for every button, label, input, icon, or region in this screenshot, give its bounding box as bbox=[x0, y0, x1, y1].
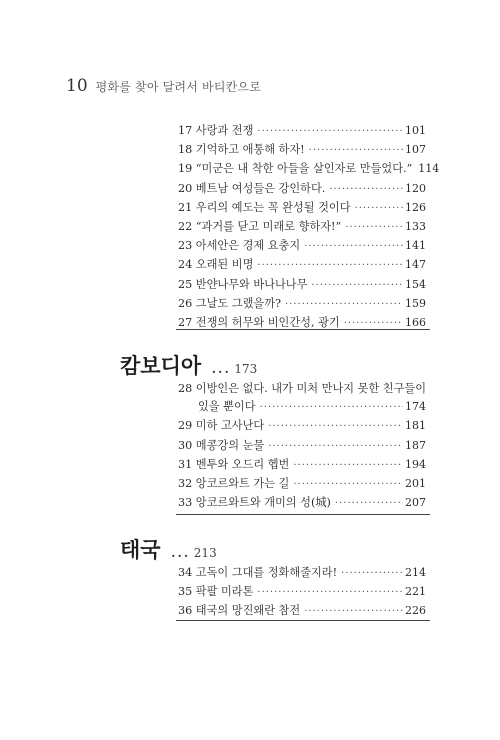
toc-entry-page: 126 bbox=[405, 200, 426, 214]
toc-entry-label: 24 오래된 비명 bbox=[178, 258, 254, 272]
toc-entry-page: 120 bbox=[405, 181, 426, 195]
toc-entry[interactable] bbox=[178, 218, 426, 237]
toc-entry[interactable] bbox=[178, 494, 426, 513]
toc-entry-label: 20 베트남 여성들은 강인하다. bbox=[178, 181, 326, 195]
leader-dots bbox=[257, 123, 403, 141]
toc-entry-label: 있을 뿐이다 bbox=[198, 400, 256, 414]
toc-entry[interactable] bbox=[178, 160, 440, 179]
toc-entry[interactable] bbox=[178, 256, 426, 275]
toc-entry-page: 226 bbox=[405, 604, 426, 618]
toc-entry[interactable] bbox=[178, 295, 426, 314]
toc-entry-page: 187 bbox=[405, 438, 426, 452]
page-header bbox=[66, 76, 261, 96]
toc-entry-label: 25 반얀나무와 바나나나무 bbox=[178, 277, 308, 291]
leader-dots bbox=[335, 495, 403, 513]
toc-entry-page: 214 bbox=[405, 566, 426, 579]
group-divider bbox=[176, 329, 430, 330]
toc-entry[interactable] bbox=[178, 475, 426, 494]
toc-entry[interactable] bbox=[178, 564, 426, 583]
leader-dots bbox=[355, 200, 403, 218]
leader-dots bbox=[293, 476, 403, 494]
toc-entry[interactable] bbox=[178, 456, 426, 475]
toc-entry-page: 194 bbox=[405, 457, 426, 471]
toc-entry[interactable] bbox=[178, 180, 426, 199]
toc-entry-page: 166 bbox=[405, 316, 426, 330]
toc-entry-page: 201 bbox=[405, 477, 426, 491]
section-heading-thailand[interactable] bbox=[120, 534, 217, 564]
toc-entry-label: 17 사랑과 전쟁 bbox=[178, 124, 254, 137]
toc-entry-page: 147 bbox=[405, 258, 426, 272]
toc-entry-label: 22 “과거를 닫고 미래로 향하자!” bbox=[178, 220, 342, 234]
toc-entry[interactable] bbox=[178, 237, 426, 256]
toc-entry-label: 34 고독이 그대를 정화해줄지라! bbox=[178, 566, 338, 579]
toc-entry-label: 29 미하 고사난다 bbox=[178, 419, 265, 433]
toc-entry-label: 28 이방인은 없다. 내가 미처 만나지 못한 친구들이 bbox=[178, 382, 427, 395]
toc-entry[interactable] bbox=[178, 122, 426, 141]
toc-entry-page: 159 bbox=[405, 296, 426, 310]
toc-entry-label: 27 전쟁의 허무와 비인간성, 광기 bbox=[178, 316, 340, 330]
leader-dots bbox=[268, 418, 403, 436]
toc-entry[interactable] bbox=[178, 314, 426, 333]
toc-entry-page: 101 bbox=[405, 124, 426, 137]
section-heading-cambodia[interactable] bbox=[120, 350, 257, 380]
leader-dots bbox=[344, 315, 403, 333]
toc-entry-label: 30 메콩강의 눈물 bbox=[178, 438, 265, 452]
leader-dots bbox=[304, 238, 403, 256]
leader-dots bbox=[293, 457, 403, 475]
section-page: 213 bbox=[193, 546, 217, 560]
toc-entry-label: 31 벤투와 오드리 헵번 bbox=[178, 457, 290, 471]
section-title: 캄보디아 bbox=[120, 353, 202, 378]
toc-entry-page: 133 bbox=[405, 220, 426, 234]
running-title: 평화를 찾아 달려서 바티칸으로 bbox=[95, 80, 261, 94]
toc-entry[interactable] bbox=[178, 417, 426, 436]
section-title: 태국 bbox=[120, 537, 161, 562]
toc-entry-page: 154 bbox=[405, 277, 426, 291]
toc-entry-label: 19 “미군은 내 착한 아들을 살인자로 만들었다.” bbox=[178, 162, 413, 176]
toc-entry-label: 18 기억하고 애통해 하자! bbox=[178, 143, 305, 157]
leader-dots bbox=[285, 296, 403, 314]
toc-entry-continuation[interactable] bbox=[178, 398, 426, 417]
toc-entry[interactable] bbox=[178, 583, 426, 602]
group-divider bbox=[176, 514, 430, 515]
toc-entry-page: 221 bbox=[405, 585, 426, 599]
section-page: 173 bbox=[234, 362, 258, 376]
leader-dots bbox=[304, 603, 403, 621]
leader-dots bbox=[341, 565, 403, 583]
leader-dots bbox=[311, 277, 403, 295]
toc-group-cambodia bbox=[178, 380, 426, 513]
toc-entry-page: 114 bbox=[418, 162, 440, 176]
toc-entry-label: 32 앙코르와트 가는 길 bbox=[178, 477, 290, 491]
toc-entry-label: 36 태국의 망진왜란 참전 bbox=[178, 604, 301, 618]
toc-entry[interactable] bbox=[178, 199, 426, 218]
toc-entry[interactable] bbox=[178, 602, 426, 621]
leader-dots bbox=[268, 438, 403, 456]
section-ellipsis: ... bbox=[170, 542, 190, 562]
toc-group-vietnam bbox=[178, 122, 440, 333]
toc-entry[interactable] bbox=[178, 437, 426, 456]
leader-dots bbox=[309, 142, 403, 160]
toc-entry-label: 23 아세안은 경제 요충지 bbox=[178, 239, 301, 253]
toc-entry[interactable] bbox=[178, 276, 426, 295]
section-ellipsis: ... bbox=[211, 358, 231, 378]
page-number: 10 bbox=[66, 76, 88, 96]
toc-entry[interactable] bbox=[178, 141, 426, 160]
toc-entry-label: 21 우리의 예도는 꼭 완성될 것이다 bbox=[178, 200, 351, 214]
leader-dots bbox=[345, 219, 403, 237]
toc-entry-page: 174 bbox=[405, 400, 426, 414]
leader-dots bbox=[260, 399, 403, 417]
group-divider bbox=[176, 620, 430, 621]
toc-entry-first-line[interactable] bbox=[178, 380, 426, 398]
leader-dots bbox=[257, 584, 403, 602]
leader-dots bbox=[257, 257, 403, 275]
toc-entry-page: 107 bbox=[405, 143, 426, 157]
toc-entry-label: 26 그날도 그랬을까? bbox=[178, 296, 281, 310]
toc-group-thailand bbox=[178, 564, 426, 622]
toc-entry-page: 141 bbox=[405, 239, 426, 253]
toc-entry-label: 35 팍팔 미라톤 bbox=[178, 585, 254, 599]
toc-entry-page: 207 bbox=[405, 496, 426, 510]
leader-dots bbox=[329, 181, 403, 199]
toc-entry-label: 33 앙코르와트와 개미의 성(城) bbox=[178, 496, 331, 510]
toc-entry-page: 181 bbox=[405, 419, 426, 433]
